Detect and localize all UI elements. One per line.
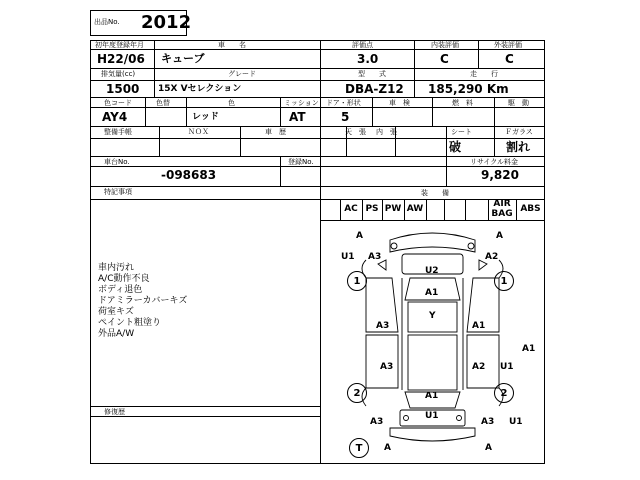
- remark-line: ボディ退色: [98, 285, 143, 295]
- recycle-fee-label: リサイクル料金: [470, 158, 519, 166]
- reg-date-label: 初年度登録年月: [95, 41, 144, 49]
- damage-code: A2: [485, 252, 499, 262]
- damage-code: A3: [481, 417, 495, 427]
- displacement-label: 排気量(cc): [101, 70, 136, 78]
- remarks-list: [98, 263, 187, 340]
- door-shape-label: ドア・形状: [326, 99, 361, 107]
- damage-code: A3: [380, 362, 394, 372]
- tyre-front-right: 1: [494, 271, 514, 291]
- car-history-label: 車 歴: [265, 128, 286, 136]
- damage-code: U2: [425, 266, 439, 276]
- score-label: 評価点: [352, 41, 373, 49]
- remark-line: 車内汚れ: [98, 263, 135, 273]
- equipment-pw: PW: [384, 204, 402, 214]
- damage-code: A2: [472, 362, 486, 372]
- mileage-label: 走 行: [470, 70, 498, 78]
- remark-line: A/C動作不良: [98, 274, 150, 284]
- model-code-label: 型 式: [358, 70, 386, 78]
- seat-value: 破: [449, 140, 462, 154]
- grade-label: グレード: [228, 70, 256, 78]
- interior-trim-label: 内 張: [376, 128, 397, 136]
- damage-code: A1: [425, 288, 439, 298]
- car-name-label: 車 名: [218, 41, 246, 49]
- damage-code: A: [384, 443, 391, 453]
- color-change-label: 色替: [156, 99, 170, 107]
- remark-line: 外品A/W: [98, 329, 135, 339]
- remark-line: ペイント粗塗り: [98, 318, 162, 328]
- displacement-value: 1500: [106, 82, 140, 96]
- chassis-number-value: -098683: [161, 168, 217, 182]
- nox-label: ＮＯＸ: [188, 128, 209, 136]
- lot-number-label: 出品No.: [94, 18, 120, 26]
- seat-label: シート: [451, 128, 472, 136]
- color-code-value: AY4: [102, 110, 128, 124]
- spare-tyre: T: [349, 438, 369, 458]
- equipment-abs: ABS: [520, 204, 541, 214]
- damage-code: A: [356, 231, 363, 241]
- damage-code: Y: [429, 311, 436, 321]
- damage-code: A1: [522, 344, 536, 354]
- chassis-number-label: 車台No.: [104, 158, 130, 166]
- damage-code: U1: [500, 362, 514, 372]
- damage-code: A1: [472, 321, 486, 331]
- color-code-label: 色コード: [104, 99, 132, 107]
- windshield-label: Ｆガラス: [505, 128, 533, 136]
- headliner-label: 天 張: [345, 128, 366, 136]
- lot-number-value: 2012: [141, 12, 192, 33]
- grade-value: 15X Vセレクション: [158, 84, 242, 94]
- damage-code: U1: [509, 417, 523, 427]
- damage-code: A: [485, 443, 492, 453]
- damage-code: A: [496, 231, 503, 241]
- damage-code: A3: [370, 417, 384, 427]
- repair-history-label: 修復歴: [104, 408, 125, 416]
- transmission-label: ミッション: [284, 99, 319, 107]
- damage-code: U1: [425, 411, 439, 421]
- equipment-ps: PS: [365, 204, 379, 214]
- fuel-label: 燃 料: [452, 99, 473, 107]
- score-value: 3.0: [357, 52, 379, 66]
- reg-date-value: H22/06: [97, 52, 145, 66]
- tyre-rear-right: 2: [494, 383, 514, 403]
- damage-code: A3: [368, 252, 382, 262]
- registration-number-label: 登録No.: [288, 158, 314, 166]
- color-value: レッド: [192, 112, 219, 122]
- drive-label: 駆 動: [508, 99, 529, 107]
- transmission-value: AT: [289, 110, 306, 124]
- interior-grade-value: C: [440, 52, 449, 66]
- inspection-label: 車 検: [389, 99, 410, 107]
- car-name-value: キューブ: [161, 52, 205, 65]
- exterior-grade-value: C: [505, 52, 514, 66]
- equipment-label: 装 備: [421, 189, 449, 197]
- equipment-ac: AC: [344, 204, 358, 214]
- tyre-rear-left: 2: [347, 383, 367, 403]
- service-book-label: 整備手帳: [104, 128, 132, 136]
- recycle-fee-value: 9,820: [481, 168, 519, 182]
- damage-code: A3: [376, 321, 390, 331]
- equipment-aw: AW: [406, 204, 424, 214]
- remark-line: ドアミラーカバーキズ: [98, 296, 188, 306]
- windshield-value: 割れ: [506, 140, 531, 154]
- tyre-front-left: 1: [347, 271, 367, 291]
- exterior-grade-label: 外装評価: [494, 41, 522, 49]
- damage-code: A1: [425, 391, 439, 401]
- equipment-airbag-line1: AIR: [493, 199, 511, 209]
- door-count-value: 5: [341, 110, 350, 124]
- remarks-label: 特記事項: [104, 188, 132, 196]
- equipment-airbag-line2: BAG: [491, 209, 513, 219]
- color-label: 色: [228, 99, 235, 107]
- model-code-value: DBA-Z12: [345, 82, 404, 96]
- interior-grade-label: 内装評価: [431, 41, 459, 49]
- mileage-value: 185,290 Km: [428, 82, 509, 96]
- remark-line: 荷室キズ: [98, 307, 134, 317]
- damage-code: U1: [341, 252, 355, 262]
